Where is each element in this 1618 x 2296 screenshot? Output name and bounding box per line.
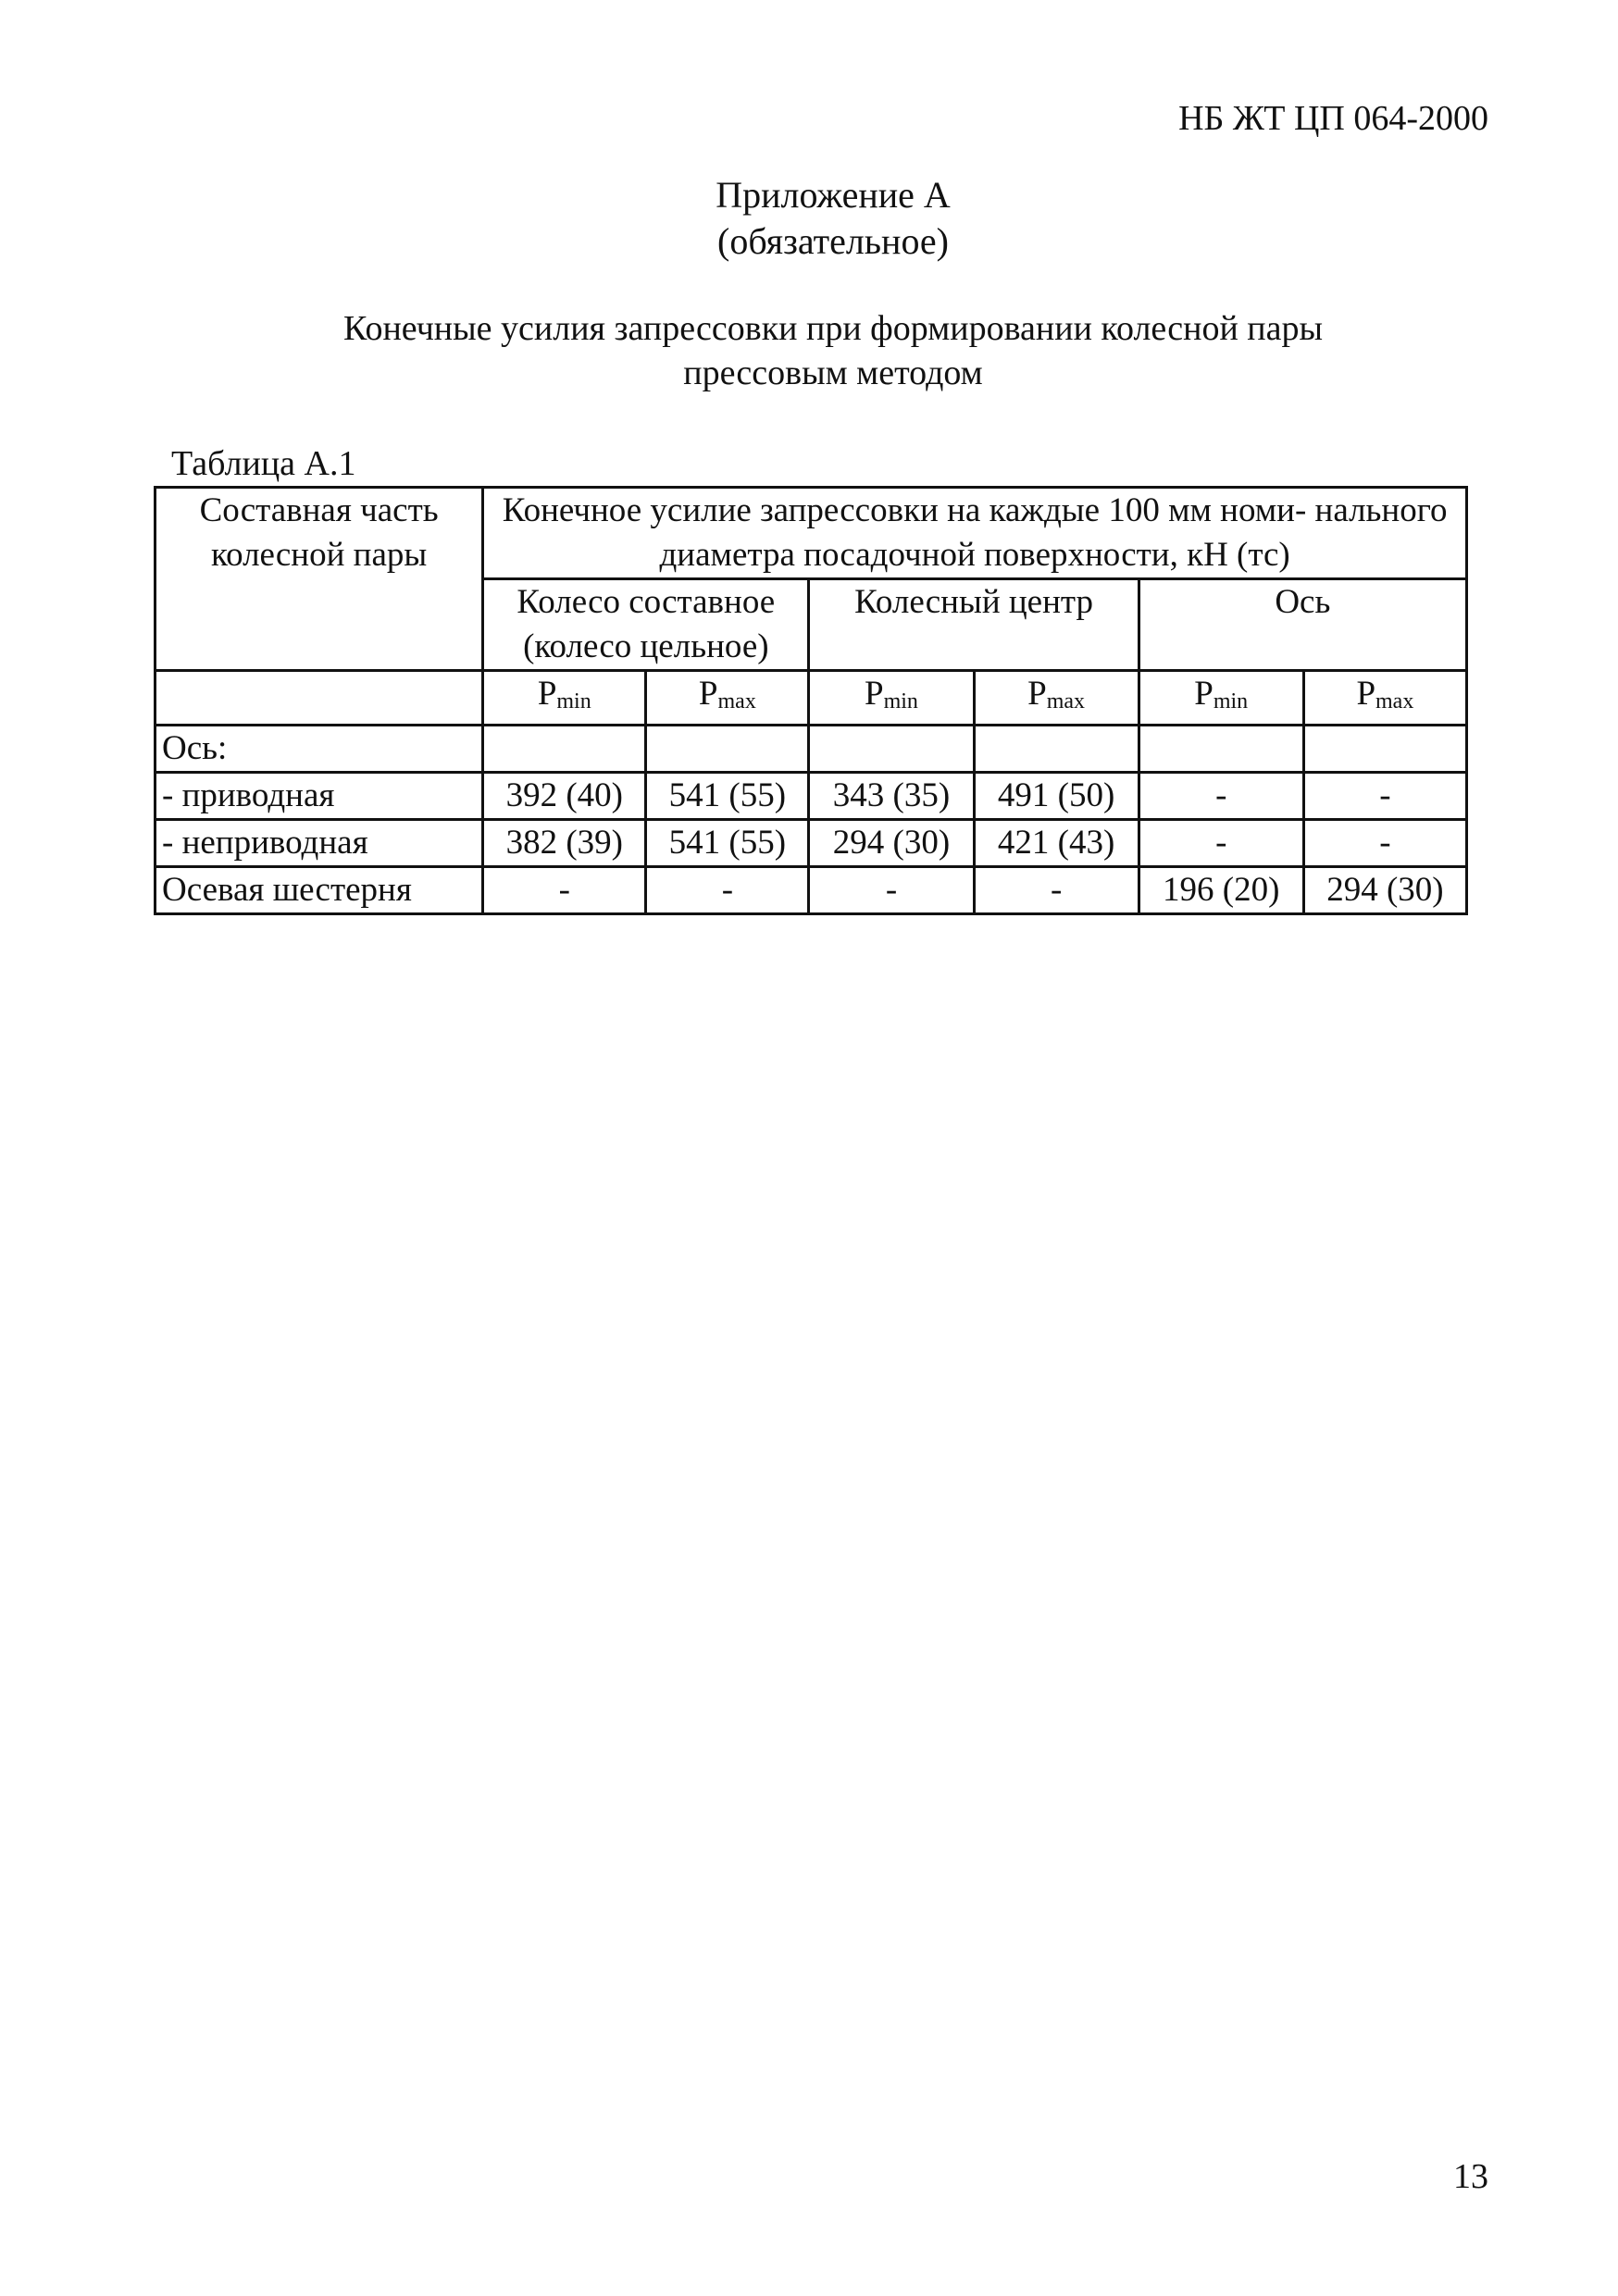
table-cell — [809, 726, 974, 773]
table-cell — [1139, 726, 1303, 773]
document-title-line-2: прессовым методом — [683, 354, 983, 392]
table-cell: 196 (20) — [1139, 867, 1303, 914]
table-cell: 382 (39) — [483, 820, 646, 867]
table-cell — [974, 726, 1139, 773]
header-symbol-empty — [156, 671, 483, 726]
symbol-pmax: $P_{max}$ — [1303, 671, 1466, 726]
header-group-axle: Ось — [1139, 579, 1466, 671]
table-cell: 343 (35) — [809, 773, 974, 820]
table-cell: 294 (30) — [1303, 867, 1466, 914]
symbol-pmin: $P_{min}$ — [809, 671, 974, 726]
table-cell: 541 (55) — [646, 820, 809, 867]
table-row — [156, 820, 1467, 867]
table-cell: 392 (40) — [483, 773, 646, 820]
table-cell: - — [646, 867, 809, 914]
table-cell — [483, 726, 646, 773]
appendix-title: Приложение А — [716, 174, 951, 216]
table-cell: 294 (30) — [809, 820, 974, 867]
symbol-pmin: $P_{min}$ — [1139, 671, 1303, 726]
table-row — [156, 773, 1467, 820]
table-cell: - — [1303, 773, 1466, 820]
table-cell — [646, 726, 809, 773]
document-title — [0, 306, 1618, 395]
table-cell: - — [1139, 820, 1303, 867]
symbol-pmax: $P_{max}$ — [974, 671, 1139, 726]
table-row — [156, 867, 1467, 914]
table-cell: 421 (43) — [974, 820, 1139, 867]
table-cell: 491 (50) — [974, 773, 1139, 820]
table-header-row-symbols — [156, 671, 1467, 726]
table-cell: - — [1303, 820, 1466, 867]
symbol-pmax: $P_{max}$ — [646, 671, 809, 726]
forces-table — [154, 486, 1468, 915]
table-cell: - — [974, 867, 1139, 914]
table-cell: - — [809, 867, 974, 914]
table-cell: - — [1139, 773, 1303, 820]
appendix-status: (обязательное) — [717, 220, 949, 262]
table-cell — [1303, 726, 1466, 773]
row-label: - приводная — [156, 773, 483, 820]
symbol-pmin: $P_{min}$ — [483, 671, 646, 726]
row-label: Ось: — [156, 726, 483, 773]
row-label: - неприводная — [156, 820, 483, 867]
page-number: 13 — [1453, 2157, 1488, 2196]
header-force-caption: Конечное усилие запрессовки на каждые 100 мм номи- нального диаметра посадочной поверхности, кН (тс) — [483, 488, 1467, 579]
header-component: Составная часть колесной пары — [156, 488, 483, 671]
table-cell: 541 (55) — [646, 773, 809, 820]
document-code: НБ ЖТ ЦП 064-2000 — [1178, 99, 1488, 138]
header-group-composite-wheel: Колесо составное (колесо цельное) — [483, 579, 809, 671]
table-row — [156, 726, 1467, 773]
table-label: Таблица А.1 — [171, 444, 356, 483]
row-label: Осевая шестерня — [156, 867, 483, 914]
appendix-heading — [0, 172, 1618, 265]
table-cell: - — [483, 867, 646, 914]
table-header-row-1 — [156, 488, 1467, 579]
document-title-line-1: Конечные усилия запрессовки при формировании колесной пары — [342, 309, 1324, 348]
header-group-wheel-centre: Колесный центр — [809, 579, 1139, 671]
